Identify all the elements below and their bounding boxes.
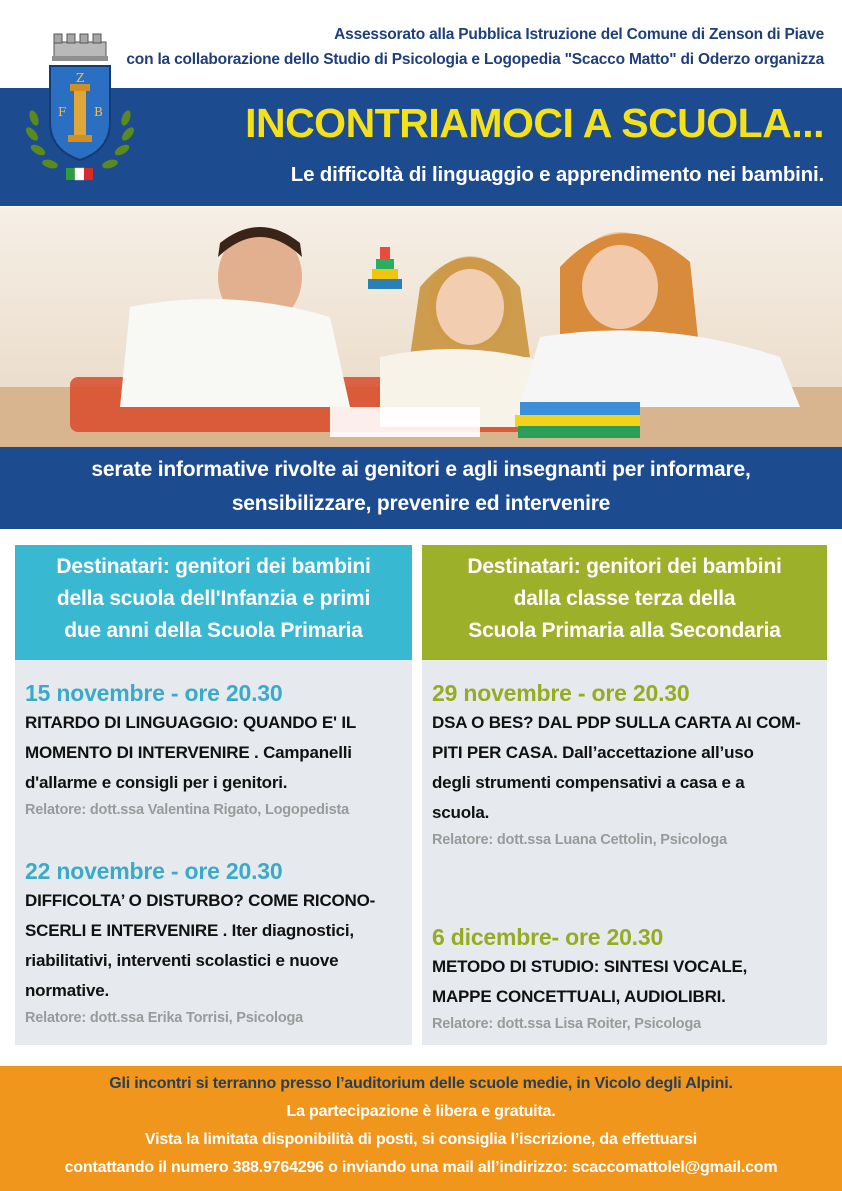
event-date: 6 dicembre- ore 20.30 xyxy=(432,924,664,950)
info-line-2: sensibilizzare, prevenire ed intervenire xyxy=(231,492,611,515)
left-header-line: Destinatari: genitori dei bambini xyxy=(56,555,371,578)
right-column-body xyxy=(422,660,827,1045)
event-card xyxy=(25,856,375,1030)
crown-icon xyxy=(52,34,108,61)
event-date: 29 novembre - ore 20.30 xyxy=(432,680,690,706)
left-header-line: due anni della Scuola Primaria xyxy=(64,619,363,642)
info-line-1: serate informative rivolte ai genitori e agli insegnanti per informare, xyxy=(91,458,751,481)
event-speaker: Relatore: dott.ssa Valentina Rigato, Logopedista xyxy=(25,802,349,818)
event-card xyxy=(432,922,747,1036)
footer-line-4: contattando il numero 388.9764296 o inviando una mail all’indirizzo: scaccomattolel@gmail.com xyxy=(64,1159,778,1176)
family-photo xyxy=(0,207,842,447)
svg-text:B: B xyxy=(94,105,103,119)
event-card xyxy=(25,678,356,822)
event-speaker: Relatore: dott.ssa Lisa Roiter, Psicologa xyxy=(432,1016,701,1032)
svg-text:Z: Z xyxy=(76,71,85,85)
right-column-header xyxy=(422,545,827,660)
event-date: 22 novembre - ore 20.30 xyxy=(25,858,283,884)
event-date: 15 novembre - ore 20.30 xyxy=(25,680,283,706)
right-header-line: Scuola Primaria alla Secondaria xyxy=(468,619,781,642)
right-header-line: dalla classe terza della xyxy=(513,587,736,610)
event-description: RITARDO DI LINGUAGGIO: QUANDO E' IL MOMENTO DI INTERVENIRE . Campanelli d'allarme e consigli per i genitori. xyxy=(25,713,357,792)
event-card xyxy=(432,678,801,852)
footer-line-1: Gli incontri si terranno presso l’auditorium delle scuole medie, in Vicolo degli Alpini. xyxy=(109,1075,733,1092)
left-column-body xyxy=(15,660,412,1045)
organizer-line-2: con la collaborazione dello Studio di Psicologia e Logopedia "Scacco Matto" di Oderzo organizza xyxy=(126,51,824,68)
organizer-line-1: Assessorato alla Pubblica Istruzione del Comune di Zenson di Piave xyxy=(334,26,824,43)
left-header-line: della scuola dell'Infanzia e primi xyxy=(56,587,371,610)
page-subtitle: Le difficoltà di linguaggio e apprendimento nei bambini. xyxy=(290,163,824,186)
event-speaker: Relatore: dott.ssa Erika Torrisi, Psicologa xyxy=(25,1010,303,1026)
footer-line-2: La partecipazione è libera e gratuita. xyxy=(286,1103,556,1120)
event-speaker: Relatore: dott.ssa Luana Cettolin, Psicologa xyxy=(432,832,727,848)
left-column-header xyxy=(15,545,412,660)
page-title: INCONTRIAMOCI A SCUOLA... xyxy=(245,100,824,146)
footer-line-3: Vista la limitata disponibilità di posti, si consiglia l’iscrizione, da effettuarsi xyxy=(144,1131,698,1148)
svg-text:F: F xyxy=(58,105,67,119)
municipal-crest-icon xyxy=(22,20,138,190)
right-header-line: Destinatari: genitori dei bambini xyxy=(467,555,782,578)
event-description: METODO DI STUDIO: SINTESI VOCALE, MAPPE CONCETTUALI, AUDIOLIBRI. xyxy=(432,957,748,1006)
event-description: DSA O BES? DAL PDP SULLA CARTA AI COM- PITI PER CASA. Dall’accettazione all’uso degli strumenti compensativi a casa e a scuola. xyxy=(432,713,801,822)
event-description: DIFFICOLTA’ O DISTURBO? COME RICONO- SCERLI E INTERVENIRE . Iter diagnostici, riabilitativi, interventi scolastici e nuove normative. xyxy=(25,891,376,1000)
